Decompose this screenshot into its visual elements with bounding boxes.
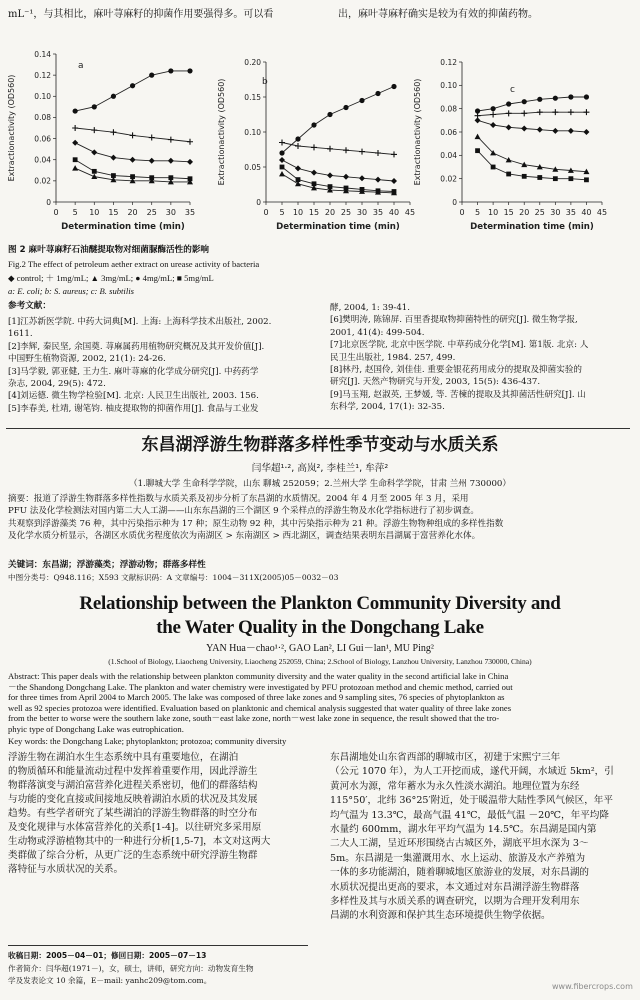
- abstract-cn: [8, 493, 636, 543]
- article-title-cn: 东昌湖浮游生物群落多样性季节变动与水质关系: [141, 435, 499, 455]
- y-tick-label: 0.10: [244, 127, 261, 137]
- body-paragraph-line: 一体的多功能湖泊，随着聊城地区旅游业的发展，对东昌湖的: [330, 867, 590, 879]
- abstract-en-line: Abstract: This paper deals with the relationship between plankton community diversity and the water quality in the second artificial lake in China: [8, 671, 509, 681]
- data-point-diamond: [168, 158, 174, 164]
- reference-line: 东科学, 2004, 17(1): 32-35.: [330, 402, 445, 413]
- data-point-plus: [295, 143, 301, 149]
- body-paragraph-line: 115°50′，北纬 36°25′附近，处于暖温带大陆性季风气候区，年平: [330, 795, 613, 807]
- body-paragraph-line: 黄河水为源，常年蓄水为永久性淡水湖泊。地理位置为东经: [330, 780, 580, 792]
- data-point-circle: [553, 96, 558, 101]
- data-point-diamond: [475, 117, 481, 123]
- affiliation-en: (1.School of Biology, Liaocheng University, Liaocheng 252059, China; 2.School of Biology, Lanzhou University, Lanzhou 730000, China): [108, 657, 532, 666]
- data-point-diamond: [343, 174, 349, 180]
- data-point-circle: [130, 83, 135, 88]
- data-point-square: [553, 176, 558, 181]
- x-tick-label: 10: [488, 208, 499, 217]
- abstract-cn-line: 共观察到浮游藻类 76 种，其中污染指示种为 17 种；原生动物 92 种，其中污染指示种为 21 种。浮游生物物种组成的多样性指数: [8, 518, 504, 529]
- data-point-plus: [311, 144, 317, 150]
- data-point-square: [475, 148, 480, 153]
- footnote-author: 作者简介：闫华超(1971－)，女，硕士，讲师，研究方向：动物发育生物: [8, 964, 254, 973]
- data-point-plus: [521, 110, 527, 116]
- data-point-circle: [149, 73, 154, 78]
- data-point-diamond: [537, 127, 543, 133]
- x-tick-label: 15: [503, 208, 514, 217]
- x-tick-label: 25: [534, 208, 545, 217]
- data-point-diamond: [295, 165, 301, 171]
- reference-line: 中国野生植物资源, 2002, 21(1): 24-26.: [8, 354, 166, 365]
- y-tick-label: 0.10: [34, 92, 51, 102]
- y-tick-label: 0.02: [440, 174, 457, 184]
- footnote-rule: [8, 945, 308, 946]
- y-tick-label: 0.05: [244, 162, 261, 172]
- data-point-circle: [375, 91, 380, 96]
- top-text-left: mL⁻¹，与其相比，麻叶荨麻籽的抑菌作用要强得多。可以看: [8, 9, 274, 20]
- body-paragraph-line: 昌湖的水利资源和保护其生态环境提供生物学依据。: [330, 910, 551, 922]
- data-point-circle: [568, 94, 573, 99]
- reference-line: 1611.: [8, 329, 33, 340]
- data-point-circle: [111, 94, 116, 99]
- data-point-plus: [583, 109, 589, 115]
- data-point-plus: [130, 132, 136, 138]
- y-axis-label: Extractionactivity (OD560): [7, 74, 16, 182]
- reference-line: 研究[J]. 天然产物研究与开发, 2003, 15(5): 436-437.: [330, 377, 541, 388]
- data-point-circle: [584, 94, 589, 99]
- article-title-en-line1: Relationship between the Plankton Community Diversity and: [79, 593, 561, 614]
- body-paragraph-line: 及变化规律与水体富营养化的关系[1-4]。以往研究多采用原: [8, 822, 262, 833]
- data-point-square: [73, 157, 78, 162]
- reference-line: [8]林丹, 赵国伶, 刘佳佳. 重要金银花药用成分的提取及抑菌实验的: [330, 365, 583, 376]
- data-point-plus: [279, 140, 285, 146]
- data-point-square: [568, 176, 573, 181]
- y-tick-label: 0.02: [34, 176, 51, 186]
- data-point-circle: [92, 104, 97, 109]
- data-point-square: [584, 177, 589, 182]
- body-paragraph-line: 物群落演变与湖泊富营养化进程关系密切，他们的群落结构: [8, 780, 258, 791]
- data-point-plus: [149, 135, 155, 141]
- data-point-diamond: [359, 175, 365, 181]
- abstract-cn-line: 摘要：报道了浮游生物群落多样性指数与水质关系及初步分析了东昌湖的水质情况。2004 年 4 月至 2005 年 3 月，采用: [8, 494, 469, 504]
- y-tick-label: 0.12: [34, 70, 51, 80]
- body-paragraph-line: 水量约 600mm，湖水年平均气温为 14.5℃。东昌湖是国内第: [330, 824, 597, 836]
- panel-label: c: [510, 85, 515, 95]
- reference-line: [1]江苏新医学院. 中药大词典[M]. 上海: 上海科学技术出版社, 2002.: [8, 317, 272, 327]
- data-point-square: [280, 165, 285, 170]
- chart-panel-c: [413, 58, 607, 232]
- body-paragraph-line: 趋势。有些学者研究了某些湖泊的浮游生物群落的时空分布: [8, 808, 258, 819]
- data-point-triangle: [506, 157, 512, 162]
- y-tick-label: 0: [452, 197, 457, 207]
- watermark: www.fibercrops.com: [552, 982, 633, 991]
- x-axis-label: Determination time (min): [61, 222, 185, 232]
- panel-label: a: [78, 61, 84, 71]
- reference-line: [9]马玉翔, 赵淑英, 王梦媛, 等. 苦楝的提取及其抑菌活性研究[J]. 山: [330, 389, 586, 400]
- data-point-square: [506, 172, 511, 177]
- data-point-plus: [168, 137, 174, 143]
- classification-cn: 中图分类号：Q948.116；X593 文献标识码：A 文章编号：1004－311X(2005)05－0032－03: [8, 573, 339, 582]
- data-point-plus: [91, 127, 97, 133]
- chart-panel-a: [7, 50, 195, 232]
- x-tick-label: 5: [279, 208, 285, 217]
- body-paragraph-line: 东昌湖地处山东省西部的聊城市区，初建于宋熙宁三年: [330, 752, 561, 763]
- data-point-circle: [73, 108, 78, 113]
- y-tick-label: 0.08: [440, 104, 457, 114]
- data-point-circle: [491, 106, 496, 111]
- data-point-triangle: [475, 134, 481, 139]
- reference-line: [2]李辉, 秦民坚, 余国奠. 荨麻属药用植物研究概况及其开发价值[J].: [8, 341, 265, 352]
- affiliation-cn: （1.聊城大学 生命科学学院，山东 聊城 252059；2.兰州大学 生命科学学院，甘肃 兰州 730000）: [129, 479, 511, 489]
- reference-line: [3]马学毅, 郭亚健, 王力生. 麻叶荨麻的化学成分研究[J]. 中药药学: [8, 366, 259, 377]
- keywords-cn: 关键词：东昌湖；浮游藻类；浮游动物；群落多样性: [8, 560, 206, 570]
- x-tick-label: 20: [519, 208, 530, 217]
- data-point-diamond: [391, 178, 397, 184]
- data-point-diamond: [327, 172, 333, 178]
- x-tick-label: 45: [596, 208, 608, 217]
- x-tick-label: 0: [53, 208, 59, 217]
- x-tick-label: 30: [165, 208, 176, 217]
- body-paragraph-line: 均气温为 13.3℃，最高气温 41℃，最低气温 －20℃，年平均降: [330, 809, 609, 821]
- data-point-diamond: [552, 128, 558, 134]
- data-point-circle: [311, 122, 316, 127]
- x-tick-label: 5: [475, 208, 481, 217]
- x-tick-label: 5: [72, 208, 78, 217]
- abstract-cn-line: PFU 法及化学检测法对国内第二大人工湖——山东东昌湖的三个湖区 9 个采样点的浮游生物及水化学指标进行了初步调查。: [8, 506, 479, 517]
- body-paragraph-line: 浮游生物在湖泊水生生态系统中具有重要地位，在湖泊: [8, 752, 239, 763]
- y-axis-label: Extractionactivity (OD560): [217, 78, 226, 186]
- y-axis-label: Extractionactivity (OD560): [413, 78, 422, 186]
- data-point-circle: [522, 99, 527, 104]
- data-point-diamond: [91, 149, 97, 155]
- abstract-en-line: －the Shandong Dongchang Lake. The plankton and water chemistry were investigated by PFU protozoan method and chemic method, carried out: [8, 681, 513, 692]
- abstract-en-line: well as 92 species protozoa were identified. Evaluation based on planktonic and chemical analysis suggested that water quality of three lake zones: [8, 702, 512, 713]
- data-point-circle: [168, 68, 173, 73]
- body-paragraph-line: 类群做了综合分析，从更广泛的生态系统中研究浮游生物群: [8, 850, 258, 861]
- y-tick-label: 0: [256, 197, 261, 207]
- body-paragraph-line: 与功能的变化直接或间接地反映着湖泊水质的状况及其发展: [8, 794, 258, 805]
- data-point-plus: [375, 150, 381, 156]
- y-tick-label: 0.06: [34, 134, 51, 144]
- footnote-received: 收稿日期：2005－04－01；修回日期：2005－07－13: [8, 951, 207, 960]
- abstract-en-line: for three times from April 2004 to March 2005. The lake was composed of three lake zones and 9 sampling sites, 76 species of phytoplankton as: [8, 692, 505, 702]
- chart-a: [0, 0, 640, 240]
- x-tick-label: 40: [388, 208, 400, 217]
- data-point-triangle: [91, 174, 97, 179]
- data-point-diamond: [187, 159, 193, 165]
- data-point-diamond: [506, 124, 512, 130]
- data-point-circle: [359, 98, 364, 103]
- body-right-column: [330, 751, 636, 924]
- data-point-circle: [537, 97, 542, 102]
- data-point-plus: [72, 125, 78, 131]
- data-point-plus: [537, 109, 543, 115]
- authors-cn: 闫华超¹·², 高岚², 李桂兰¹, 牟萍²: [251, 463, 389, 474]
- reference-line: [5]李春美, 杜靖, 谢笔钧. 柚皮提取物的抑菌作用[J]. 食品与工业发: [8, 403, 259, 414]
- abstract-en-line: from the better to worse were the southern lake zone, south－east lake zone, north－west lake zone in sequence, the result showed that the tro-: [8, 713, 500, 723]
- references-left: [8, 316, 316, 415]
- data-point-circle: [295, 136, 300, 141]
- x-tick-label: 30: [550, 208, 561, 217]
- data-point-diamond: [149, 158, 155, 164]
- reference-line: [6]樊明涛, 陈锦屏. 百里香提取物抑菌特性的研究[J]. 微生物学报,: [330, 315, 578, 326]
- data-point-triangle: [279, 171, 285, 176]
- x-tick-label: 35: [565, 208, 576, 217]
- reference-line: 民卫生出版社, 1984. 257, 499.: [330, 352, 456, 363]
- data-point-diamond: [110, 155, 116, 161]
- data-point-plus: [568, 109, 574, 115]
- y-tick-label: 0.04: [440, 151, 457, 161]
- keywords-en: Key words: the Dongchang Lake; phytoplankton; protozoa; community diversity: [8, 736, 287, 746]
- figure-caption-en: Fig.2 The effect of petroleum aether extract on urease activity of bacteria: [8, 259, 260, 269]
- x-tick-label: 10: [292, 208, 304, 217]
- body-paragraph-line: 生动物或浮游植物其中的一种进行分析[1,5-7]，本文对这两大: [8, 836, 271, 847]
- x-tick-label: 0: [263, 208, 269, 217]
- abstract-cn-line: 及化学水质分析显示，各湖区水质优劣程度依次为南湖区 > 东南湖区 > 西北湖区，调查结果表明东昌湖属于富营养化水体。: [8, 531, 481, 542]
- data-point-square: [537, 175, 542, 180]
- data-point-circle: [391, 84, 396, 89]
- x-tick-label: 25: [146, 208, 157, 217]
- x-tick-label: 35: [372, 208, 384, 217]
- data-point-circle: [187, 68, 192, 73]
- data-point-square: [522, 174, 527, 179]
- data-point-plus: [359, 149, 365, 155]
- data-point-diamond: [130, 157, 136, 163]
- data-point-plus: [391, 151, 397, 157]
- body-paragraph-line: 二大人工湖，呈近环形围绕古古城区外，湖底平坦水深为 3～: [330, 838, 589, 850]
- y-tick-label: 0.10: [440, 81, 457, 91]
- x-tick-label: 20: [127, 208, 138, 217]
- x-axis-label: Determination time (min): [276, 222, 400, 232]
- data-point-diamond: [375, 177, 381, 183]
- data-point-diamond: [311, 170, 317, 176]
- body-paragraph-line: 落特征与水质状况的关系。: [8, 864, 124, 875]
- figure-legend: ◆ control; ＋ 1mg/mL; ▲ 3mg/mL; ● 4mg/mL; ■ 5mg/mL: [8, 273, 214, 283]
- y-tick-label: 0.04: [34, 155, 51, 165]
- data-point-diamond: [279, 157, 285, 163]
- authors-en: YAN Hua－chao¹·², GAO Lan², LI Gui－lan¹, MU Ping²: [206, 643, 434, 654]
- data-point-plus: [343, 147, 349, 153]
- series-line-circle: [282, 87, 394, 154]
- abstract-en: [8, 671, 636, 734]
- y-tick-label: 0.15: [244, 92, 261, 102]
- figure-subtitle: a: E. coli; b: S. aureus; c: B. subtilis: [8, 286, 134, 296]
- data-point-plus: [552, 109, 558, 115]
- article-title-en-line2: the Water Quality in the Dongchang Lake: [156, 617, 484, 638]
- x-tick-label: 0: [459, 208, 465, 217]
- x-tick-label: 20: [324, 208, 336, 217]
- data-point-plus: [490, 112, 496, 118]
- body-paragraph-line: 的物质循环和能量流动过程中发挥着重要作用，因此浮游生: [8, 766, 258, 777]
- top-text-right: 出，麻叶荨麻籽确实是较为有效的抑菌药物。: [338, 9, 538, 20]
- x-tick-label: 40: [581, 208, 592, 217]
- reference-line: 杂志, 2004, 29(5): 472.: [8, 379, 106, 390]
- body-paragraph-line: 水质状况提出更高的要求，本文通过对东昌湖浮游生物群落: [330, 881, 580, 893]
- chart-axis: [266, 62, 410, 202]
- reference-line: 酵, 2004, 1: 39-41.: [330, 303, 410, 313]
- series-line-circle: [75, 71, 190, 111]
- body-left-column: [8, 751, 316, 877]
- reference-line: [7]北京医学院, 北京中医学院. 中草药成分化学[M]. 第1版. 北京: 人: [330, 340, 589, 351]
- data-point-circle: [343, 105, 348, 110]
- x-tick-label: 25: [340, 208, 352, 217]
- chart-panel-b: [217, 58, 415, 232]
- y-tick-label: 0.08: [34, 113, 51, 123]
- y-tick-label: 0.20: [244, 57, 261, 67]
- y-tick-label: 0.06: [440, 127, 457, 137]
- y-tick-label: 0.14: [34, 49, 51, 59]
- abstract-en-line: phyic type of Dongchang Lake was eutrophication.: [8, 723, 184, 734]
- panel-label: b: [262, 77, 268, 87]
- data-point-circle: [279, 150, 284, 155]
- data-point-triangle: [72, 165, 78, 170]
- x-tick-label: 35: [184, 208, 196, 217]
- references-heading: 参考文献：: [8, 301, 51, 311]
- references-right: [330, 302, 636, 414]
- x-tick-label: 15: [108, 208, 119, 217]
- section-divider: [6, 428, 630, 429]
- y-tick-label: 0.12: [440, 57, 457, 67]
- body-paragraph-line: 多样性及其与水质关系的调查研究，以期为合理开发利用东: [330, 896, 580, 908]
- x-axis-label: Determination time (min): [470, 222, 594, 232]
- x-tick-label: 30: [356, 208, 368, 217]
- data-point-plus: [327, 146, 333, 152]
- reference-line: [4]刘运德. 微生物学检验[M]. 北京: 人民卫生出版社, 2003. 156.: [8, 391, 259, 402]
- data-point-diamond: [568, 128, 574, 134]
- data-point-diamond: [583, 129, 589, 135]
- body-paragraph-line: 5m。东昌湖是一集灌溉用水、水上运动、旅游及水产养殖为: [330, 852, 586, 864]
- figure-caption-cn: 图 2 麻叶荨麻籽石油醚提取物对细菌脲酶活性的影响: [8, 245, 210, 255]
- data-point-circle: [327, 112, 332, 117]
- footnote-author-2: 学及发表论文 10 余篇，E－mail: yanhc209@tom.com。: [8, 976, 212, 985]
- x-tick-label: 45: [404, 208, 416, 217]
- data-point-square: [92, 169, 97, 174]
- data-point-plus: [187, 139, 193, 145]
- y-tick-label: 0: [46, 197, 51, 207]
- x-tick-label: 10: [89, 208, 100, 217]
- data-point-plus: [110, 129, 116, 135]
- body-paragraph-line: （公元 1070 年），为人工开挖而成，遂代开阔，水域近 5km²，引: [330, 766, 614, 778]
- data-point-square: [491, 165, 496, 170]
- data-point-diamond: [521, 126, 527, 132]
- data-point-diamond: [490, 122, 496, 128]
- reference-line: 2001, 41(4): 499-504.: [330, 327, 425, 338]
- data-point-circle: [506, 101, 511, 106]
- x-tick-label: 15: [308, 208, 320, 217]
- data-point-plus: [506, 110, 512, 116]
- data-point-diamond: [72, 140, 78, 146]
